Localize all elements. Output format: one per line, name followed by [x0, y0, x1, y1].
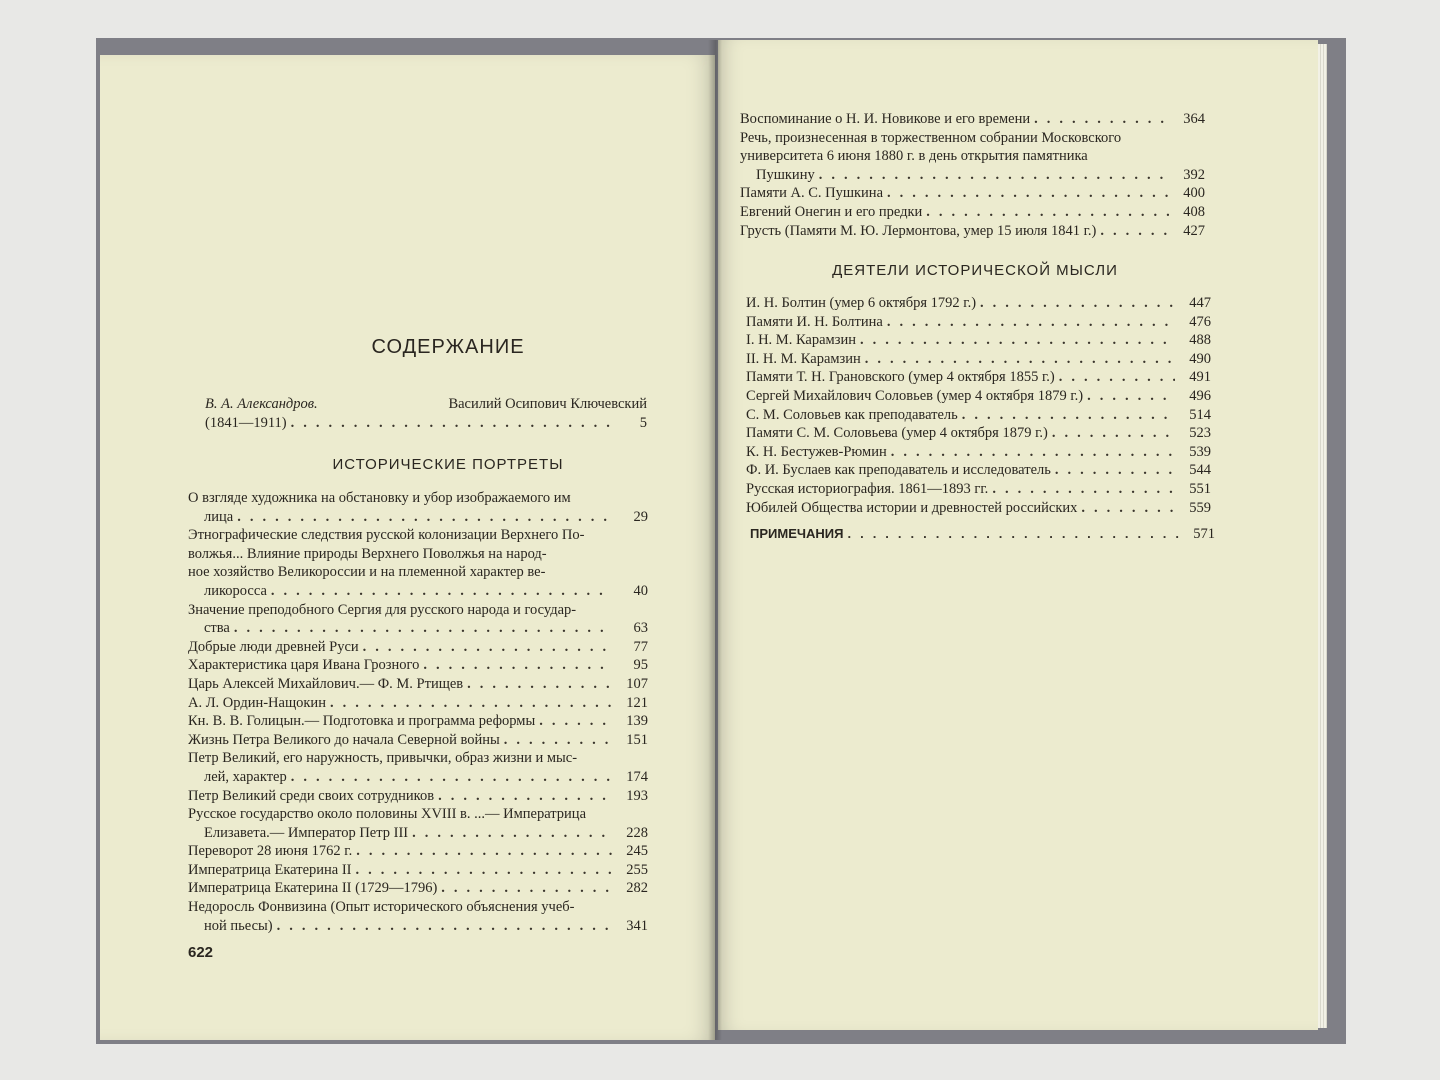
toc-entry-title: Воспоминание о Н. И. Новикове и его времени — [740, 111, 1031, 127]
toc-entry — [746, 406, 1211, 425]
right-toc-list-top — [740, 110, 1205, 240]
toc-entry — [188, 731, 648, 750]
page-number: 107 — [626, 675, 648, 692]
page-number: 544 — [1189, 462, 1211, 479]
toc-entry-title: лей, характер — [204, 768, 287, 785]
toc-entry — [746, 368, 1211, 387]
section-title-portraits: ИСТОРИЧЕСКИЕ ПОРТРЕТЫ — [332, 456, 564, 473]
toc-entry-title: Памяти С. М. Соловьева (умер 4 октября 1879 г.) — [746, 425, 1048, 442]
page-number: 228 — [626, 824, 648, 841]
toc-entry-title: Императрица Екатерина II (1729—1796) — [188, 880, 438, 897]
page-number: 408 — [1183, 203, 1205, 220]
toc-entry — [746, 331, 1211, 350]
notes-entry — [750, 526, 1215, 543]
toc-entry — [746, 461, 1211, 480]
page-number: 77 — [633, 638, 648, 655]
leader-dots — [271, 582, 612, 601]
page-number: 341 — [626, 917, 648, 934]
page-number: 488 — [1189, 332, 1211, 349]
page-number: 245 — [626, 843, 648, 860]
right-toc-list — [746, 294, 1211, 517]
leader-dots — [291, 768, 612, 787]
toc-entry-text: Недоросль Фонвизина (Опыт исторического объяснения учеб- — [188, 899, 575, 916]
toc-entry-title: А. Л. Ордин-Нащокин — [188, 694, 326, 711]
page-number: 193 — [626, 787, 648, 804]
toc-entry-title: Сергей Михайлович Соловьев (умер 4 октября 1879 г.) — [746, 387, 1084, 404]
toc-entry — [188, 656, 648, 675]
leader-dots — [330, 694, 612, 713]
page-number: 400 — [1183, 185, 1205, 202]
leader-dots — [291, 414, 611, 433]
page-number: 151 — [626, 731, 648, 748]
leader-dots — [819, 166, 1169, 185]
toc-entry — [188, 898, 648, 935]
toc-entry-title: ной пьесы) — [204, 917, 273, 934]
toc-entry-title: К. Н. Бестужев-Рюмин — [746, 443, 887, 460]
toc-entry-title: Кн. В. В. Голицын.— Подготовка и программа реформы — [188, 713, 536, 730]
toc-entry — [188, 842, 648, 861]
contents-title: СОДЕРЖАНИЕ — [371, 336, 525, 358]
leader-dots — [847, 526, 1179, 541]
notes-label: ПРИМЕЧАНИЯ — [750, 526, 844, 541]
leader-dots — [356, 842, 612, 861]
leader-dots — [467, 675, 612, 694]
page-edges — [1318, 44, 1327, 1028]
leader-dots — [992, 480, 1175, 499]
page-number: 491 — [1189, 369, 1211, 386]
toc-entry — [188, 787, 648, 806]
leader-dots — [504, 731, 612, 750]
toc-entry-title: Царь Алексей Михайлович.— Ф. М. Ртищев — [188, 675, 464, 692]
page-number: 364 — [1183, 111, 1205, 127]
toc-entry — [188, 712, 648, 731]
toc-entry-title: I. Н. М. Карамзин — [746, 332, 856, 349]
leader-dots — [926, 203, 1169, 222]
leader-dots — [1055, 461, 1175, 480]
toc-entry — [746, 387, 1211, 406]
leader-dots — [865, 350, 1175, 369]
page-number: 282 — [626, 880, 648, 897]
toc-entry — [740, 110, 1205, 129]
page-number: 174 — [626, 768, 648, 785]
toc-entry-title: Ф. И. Буслаев как преподаватель и исследователь — [746, 462, 1051, 479]
leader-dots — [860, 331, 1175, 350]
page-number: 427 — [1183, 222, 1205, 239]
leader-dots — [1087, 387, 1175, 406]
leader-dots — [962, 406, 1175, 425]
toc-entry-title: Грусть (Памяти М. Ю. Лермонтова, умер 15 июля 1841 г.) — [740, 222, 1097, 239]
leader-dots — [423, 656, 612, 675]
leader-dots — [887, 184, 1169, 203]
toc-entry-title: Добрые люди древней Руси — [188, 638, 359, 655]
toc-entry — [188, 805, 648, 842]
toc-entry-title: Императрица Екатерина II — [188, 861, 352, 878]
page-number: 392 — [1183, 166, 1205, 183]
page-number: 514 — [1189, 406, 1211, 423]
toc-entry-text: Петр Великий, его наружность, привычки, образ жизни и мыс- — [188, 750, 578, 767]
leader-dots — [1100, 222, 1169, 241]
toc-entry-text: Этнографические следствия русской колонизации Верхнего По- волжья... Влияние природы Верхнего Поволжья на народ- ное хозяйство Великороссии и на племенной характер ве- — [188, 527, 585, 581]
page-number: 95 — [633, 657, 648, 674]
toc-entry-text: Речь, произнесенная в торжественном собрании Московского университета 6 июня 1880 г. в день открытия памятника — [740, 129, 1122, 165]
leader-dots — [1059, 368, 1175, 387]
toc-entry-title: С. М. Соловьев как преподаватель — [746, 406, 958, 423]
leader-dots — [1081, 499, 1175, 518]
author-entry-dates: (1841—1911) — [205, 415, 287, 431]
toc-entry-title: Евгений Онегин и его предки — [740, 203, 923, 220]
leader-dots — [234, 619, 612, 638]
leader-dots — [1052, 424, 1175, 443]
toc-entry-title: Пушкину — [756, 166, 815, 183]
toc-entry-title: Памяти А. С. Пушкина — [740, 185, 884, 202]
leader-dots — [980, 294, 1175, 313]
page-number: 5 — [639, 415, 647, 431]
leader-dots — [363, 638, 612, 657]
toc-entry — [188, 489, 648, 526]
page-number: 496 — [1189, 387, 1211, 404]
toc-entry-title: Памяти И. Н. Болтина — [746, 313, 883, 330]
toc-entry-title: II. Н. М. Карамзин — [746, 350, 861, 367]
toc-entry-text: Значение преподобного Сергия для русского народа и государ- — [188, 601, 577, 618]
page-number: 63 — [633, 620, 648, 637]
toc-entry-text: О взгляде художника на обстановку и убор изображаемого им — [188, 490, 571, 506]
toc-entry — [188, 675, 648, 694]
toc-entry-title: Елизавета.— Император Петр III — [204, 824, 409, 841]
author-entry-title: Василий Осипович Ключевский — [448, 396, 647, 412]
toc-entry-title: И. Н. Болтин (умер 6 октября 1792 г.) — [746, 295, 977, 311]
page-number: 40 — [633, 582, 648, 599]
page-number: 139 — [626, 713, 648, 730]
toc-entry — [188, 601, 648, 638]
toc-entry — [746, 294, 1211, 313]
leader-dots — [441, 879, 612, 898]
leader-dots — [891, 443, 1175, 462]
leader-dots — [539, 712, 612, 731]
leader-dots — [277, 917, 612, 936]
leader-dots — [412, 824, 612, 843]
toc-entry-title: Юбилей Общества истории и древностей российских — [746, 499, 1078, 516]
toc-entry — [188, 879, 648, 898]
toc-entry-title: Русская историография. 1861—1893 гг. — [746, 480, 989, 497]
toc-entry-title: Памяти Т. Н. Грановского (умер 4 октября 1855 г.) — [746, 369, 1055, 386]
page-number: 447 — [1189, 295, 1211, 311]
page-number: 121 — [626, 694, 648, 711]
toc-entry-title: Петр Великий среди своих сотрудников — [188, 787, 435, 804]
toc-entry — [740, 203, 1205, 222]
section-title-historical-thought: ДЕЯТЕЛИ ИСТОРИЧЕСКОЙ МЫСЛИ — [832, 262, 1118, 279]
page-number: 571 — [1193, 526, 1215, 542]
toc-entry — [188, 861, 648, 880]
author-name: В. А. Александров. — [205, 396, 318, 412]
page-number: 29 — [633, 508, 648, 525]
toc-entry — [188, 694, 648, 713]
page-folio: 622 — [188, 944, 214, 961]
page-number: 551 — [1189, 480, 1211, 497]
book-spine — [708, 40, 722, 1040]
toc-entry-title: ликоросса — [204, 582, 267, 599]
toc-entry-title: Переворот 28 июня 1762 г. — [188, 843, 353, 860]
toc-entry — [746, 350, 1211, 369]
left-toc-list — [188, 489, 648, 935]
toc-entry — [188, 526, 648, 600]
leader-dots — [356, 861, 612, 880]
page-number: 559 — [1189, 499, 1211, 516]
leader-dots — [237, 508, 612, 527]
page-number: 476 — [1189, 313, 1211, 330]
toc-entry — [188, 749, 648, 786]
page-number: 490 — [1189, 350, 1211, 367]
toc-entry — [740, 184, 1205, 203]
toc-entry — [746, 499, 1211, 518]
toc-entry — [188, 638, 648, 657]
toc-entry-text: Русское государство около половины XVIII в. ...— Императрица — [188, 806, 587, 823]
leader-dots — [1034, 110, 1169, 129]
toc-entry-title: Жизнь Петра Великого до начала Северной войны — [188, 731, 500, 748]
page-number: 539 — [1189, 443, 1211, 460]
page-number: 523 — [1189, 425, 1211, 442]
toc-entry — [740, 222, 1205, 241]
author-entry — [205, 395, 647, 433]
page-number: 255 — [626, 861, 648, 878]
toc-entry — [746, 313, 1211, 332]
toc-entry-title: лица — [204, 508, 234, 525]
leader-dots — [438, 787, 612, 806]
toc-entry-title: ства — [204, 620, 230, 637]
toc-entry — [746, 480, 1211, 499]
leader-dots — [887, 313, 1175, 332]
toc-entry — [740, 129, 1205, 185]
toc-entry — [746, 424, 1211, 443]
toc-entry — [746, 443, 1211, 462]
toc-entry-title: Характеристика царя Ивана Грозного — [188, 657, 420, 674]
